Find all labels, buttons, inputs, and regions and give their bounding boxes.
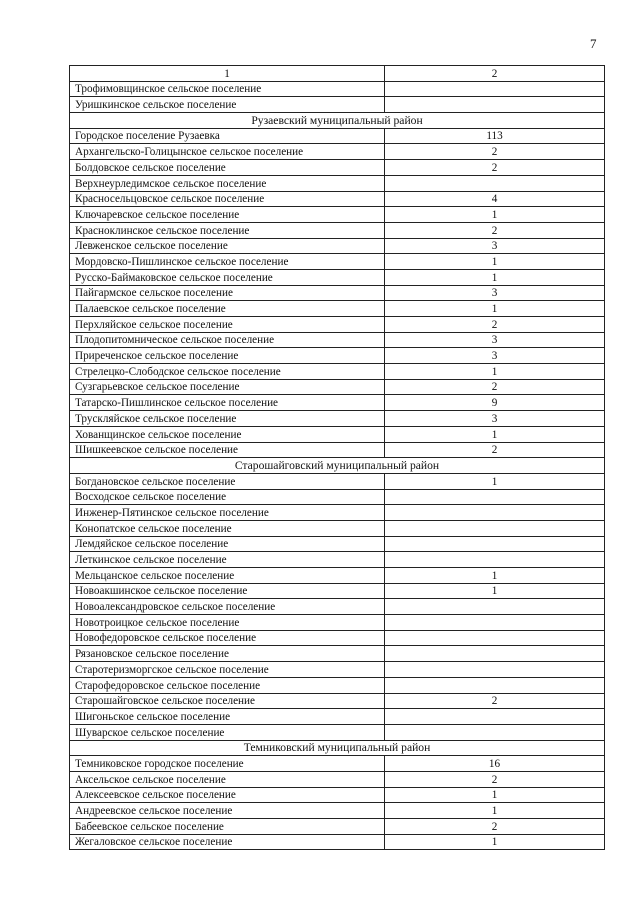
settlement-name: Левженское сельское поселение: [70, 238, 385, 254]
table-row: [70, 787, 605, 803]
settlement-name: Лемдяйское сельское поселение: [70, 536, 385, 552]
table-row: [70, 724, 605, 740]
table-row: [70, 568, 605, 584]
table-row: [70, 693, 605, 709]
table-row: [70, 364, 605, 380]
settlement-name: Палаевское сельское поселение: [70, 301, 385, 317]
settlement-value: 2: [385, 442, 605, 458]
settlement-value: 16: [385, 756, 605, 772]
column-header-2: 2: [385, 66, 605, 82]
settlement-name: Сузгарьевское сельское поселение: [70, 379, 385, 395]
settlement-value: [385, 630, 605, 646]
settlement-name: Ключаревское сельское поселение: [70, 207, 385, 223]
district-section-row: [70, 458, 605, 474]
settlement-value: [385, 81, 605, 97]
settlement-name: Новоакшинское сельское поселение: [70, 583, 385, 599]
settlement-name: Новотроицкое сельское поселение: [70, 615, 385, 631]
settlement-value: 1: [385, 269, 605, 285]
page-number: 7: [590, 36, 597, 51]
settlement-name: Стрелецко-Слободское сельское поселение: [70, 364, 385, 380]
settlement-name: Шишкеевское сельское поселение: [70, 442, 385, 458]
settlement-name: Андреевское сельское поселение: [70, 803, 385, 819]
settlement-name: Хованщинское сельское поселение: [70, 426, 385, 442]
settlement-value: [385, 175, 605, 191]
settlement-name: Трофимовщинское сельское поселение: [70, 81, 385, 97]
settlement-name: Бабеевское сельское поселение: [70, 819, 385, 835]
table-row: [70, 144, 605, 160]
settlement-name: Приреченское сельское поселение: [70, 348, 385, 364]
settlement-name: Темниковское городское поселение: [70, 756, 385, 772]
settlement-value: 1: [385, 583, 605, 599]
table-row: [70, 348, 605, 364]
settlement-name: Новоалександровское сельское поселение: [70, 599, 385, 615]
settlement-value: [385, 646, 605, 662]
settlement-name: Жегаловское сельское поселение: [70, 834, 385, 850]
settlement-name: Русско-Баймаковское сельское поселение: [70, 269, 385, 285]
table-body: [70, 81, 605, 850]
settlement-name: Трускляйское сельское поселение: [70, 411, 385, 427]
settlement-value: 2: [385, 222, 605, 238]
settlement-name: Конопатское сельское поселение: [70, 520, 385, 536]
settlement-value: 2: [385, 819, 605, 835]
settlement-name: Рязановское сельское поселение: [70, 646, 385, 662]
table-row: [70, 803, 605, 819]
table-row: [70, 489, 605, 505]
settlement-value: 2: [385, 317, 605, 333]
district-title: Рузаевский муниципальный район: [70, 113, 605, 129]
settlement-value: [385, 724, 605, 740]
table-row: [70, 426, 605, 442]
settlement-value: 1: [385, 473, 605, 489]
settlement-value: [385, 615, 605, 631]
settlement-name: Верхнеурледимское сельское поселение: [70, 175, 385, 191]
settlement-name: Болдовское сельское поселение: [70, 160, 385, 176]
table-row: [70, 583, 605, 599]
settlement-name: Плодопитомническое сельское поселение: [70, 332, 385, 348]
table-row: [70, 81, 605, 97]
table-row: [70, 128, 605, 144]
settlement-name: Мордовско-Пишлинское сельское поселение: [70, 254, 385, 270]
settlement-value: 1: [385, 426, 605, 442]
settlement-value: [385, 662, 605, 678]
table-row: [70, 599, 605, 615]
district-section-row: [70, 113, 605, 129]
settlement-name: Богдановское сельское поселение: [70, 473, 385, 489]
settlement-value: 3: [385, 348, 605, 364]
settlement-value: 3: [385, 238, 605, 254]
table-row: [70, 238, 605, 254]
settlement-value: [385, 505, 605, 521]
settlement-value: 1: [385, 787, 605, 803]
table-row: [70, 175, 605, 191]
table-row: [70, 756, 605, 772]
settlement-value: 2: [385, 144, 605, 160]
settlement-name: Красноклинское сельское поселение: [70, 222, 385, 238]
table-row: [70, 191, 605, 207]
table-row: [70, 662, 605, 678]
table-row: [70, 646, 605, 662]
settlement-value: 3: [385, 332, 605, 348]
settlement-name: Леткинское сельское поселение: [70, 552, 385, 568]
settlement-value: 1: [385, 568, 605, 584]
settlement-name: Алексеевское сельское поселение: [70, 787, 385, 803]
table-row: [70, 536, 605, 552]
settlement-value: [385, 552, 605, 568]
settlement-name: Красносельцовское сельское поселение: [70, 191, 385, 207]
settlement-value: [385, 489, 605, 505]
column-header-1: 1: [70, 66, 385, 82]
table-row: [70, 332, 605, 348]
table-row: [70, 677, 605, 693]
table-row: [70, 505, 605, 521]
settlement-name: Старотеризморгское сельское поселение: [70, 662, 385, 678]
settlement-name: Старофедоровское сельское поселение: [70, 677, 385, 693]
settlement-name: Перхляйское сельское поселение: [70, 317, 385, 333]
settlement-value: [385, 709, 605, 725]
settlement-value: 1: [385, 301, 605, 317]
settlement-name: Шигоньское сельское поселение: [70, 709, 385, 725]
table-header-row: [70, 66, 605, 82]
table-row: [70, 160, 605, 176]
table-row: [70, 442, 605, 458]
settlement-name: Аксельское сельское поселение: [70, 771, 385, 787]
settlement-name: Архангельско-Голицынское сельское поселение: [70, 144, 385, 160]
settlements-table: [69, 65, 605, 850]
settlement-name: Мельцанское сельское поселение: [70, 568, 385, 584]
settlement-name: Шуварское сельское поселение: [70, 724, 385, 740]
settlement-value: [385, 520, 605, 536]
settlement-value: [385, 536, 605, 552]
district-title: Темниковский муниципальный район: [70, 740, 605, 756]
settlement-value: 2: [385, 771, 605, 787]
settlement-name: Татарско-Пишлинское сельское поселение: [70, 395, 385, 411]
settlement-value: 1: [385, 834, 605, 850]
table-row: [70, 379, 605, 395]
settlement-value: 1: [385, 364, 605, 380]
table-row: [70, 301, 605, 317]
table-row: [70, 254, 605, 270]
settlement-value: 9: [385, 395, 605, 411]
district-section-row: [70, 740, 605, 756]
settlement-value: 2: [385, 379, 605, 395]
table-row: [70, 97, 605, 113]
table-row: [70, 285, 605, 301]
settlement-value: 3: [385, 411, 605, 427]
table-row: [70, 473, 605, 489]
table-row: [70, 317, 605, 333]
table-row: [70, 771, 605, 787]
table-row: [70, 222, 605, 238]
table-row: [70, 615, 605, 631]
settlement-name: Уришкинское сельское поселение: [70, 97, 385, 113]
table-row: [70, 630, 605, 646]
settlement-value: [385, 97, 605, 113]
table-row: [70, 269, 605, 285]
settlement-value: 4: [385, 191, 605, 207]
table-row: [70, 709, 605, 725]
district-title: Старошайговский муниципальный район: [70, 458, 605, 474]
settlement-value: [385, 599, 605, 615]
table-row: [70, 411, 605, 427]
settlement-name: Новофедоровское сельское поселение: [70, 630, 385, 646]
settlement-name: Старошайговское сельское поселение: [70, 693, 385, 709]
table-row: [70, 520, 605, 536]
settlement-name: Городское поселение Рузаевка: [70, 128, 385, 144]
settlement-name: Пайгармское сельское поселение: [70, 285, 385, 301]
table-row: [70, 207, 605, 223]
settlement-name: Инженер-Пятинское сельское поселение: [70, 505, 385, 521]
settlement-value: 1: [385, 254, 605, 270]
settlement-value: 3: [385, 285, 605, 301]
settlement-value: 2: [385, 693, 605, 709]
settlement-name: Восходское сельское поселение: [70, 489, 385, 505]
settlement-value: 1: [385, 803, 605, 819]
settlement-value: [385, 677, 605, 693]
table-row: [70, 395, 605, 411]
table-row: [70, 834, 605, 850]
table-row: [70, 552, 605, 568]
table-row: [70, 819, 605, 835]
settlement-value: 2: [385, 160, 605, 176]
settlement-value: 1: [385, 207, 605, 223]
settlement-value: 113: [385, 128, 605, 144]
